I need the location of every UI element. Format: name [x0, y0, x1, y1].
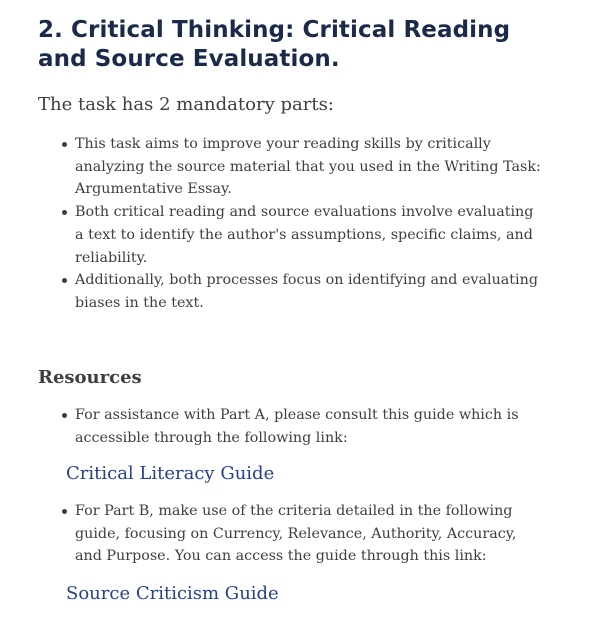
list-item: This task aims to improve your reading skills by critically analyzing the source material that you used in the Writing Task: Argumentative Essay. [75, 133, 545, 201]
resource-list-part-a [38, 404, 545, 449]
list-item: Additionally, both processes focus on identifying and evaluating biases in the text. [75, 269, 545, 314]
list-item: Both critical reading and source evaluations involve evaluating a text to identify the author's assumptions, specific claims, and reliability. [75, 201, 545, 269]
resource-list-part-b [38, 500, 545, 568]
resources-heading: Resources [38, 367, 142, 388]
intro-text: The task has 2 mandatory parts: [38, 94, 334, 115]
parts-list [38, 133, 545, 315]
page-title: 2. Critical Thinking: Critical Reading and Source Evaluation. [38, 17, 511, 72]
source-criticism-guide-link[interactable]: Source Criticism Guide [66, 583, 279, 604]
list-item: For Part B, make use of the criteria detailed in the following guide, focusing on Currency, Relevance, Authority, Accuracy, and Purpose. You can access the guide through this link: [75, 500, 545, 568]
list-item: For assistance with Part A, please consult this guide which is accessible through the following link: [75, 404, 545, 449]
critical-literacy-guide-link[interactable]: Critical Literacy Guide [66, 463, 275, 484]
